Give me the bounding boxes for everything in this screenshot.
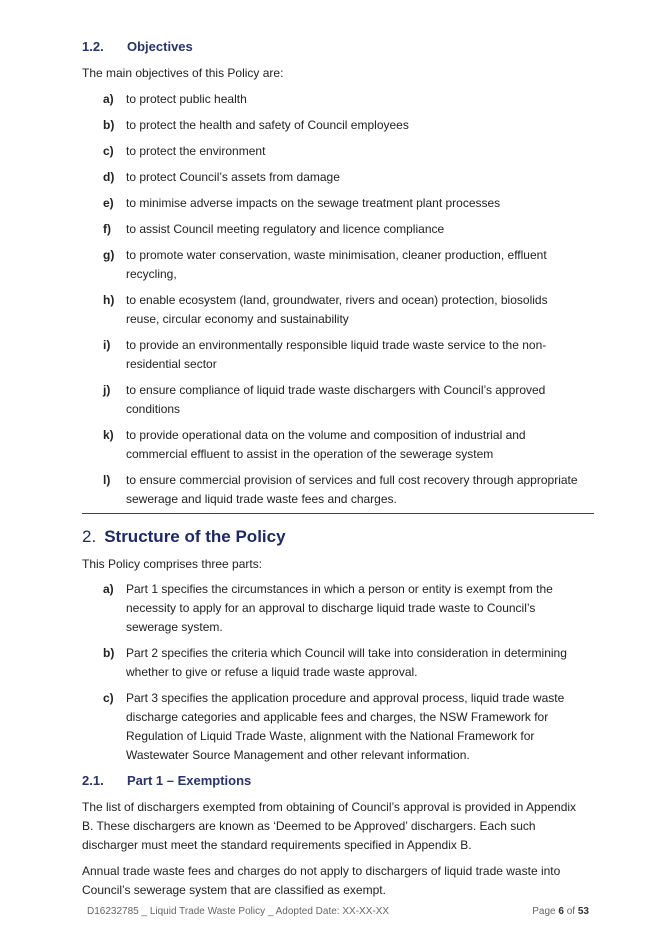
item-label: b) xyxy=(103,646,115,660)
page-prefix: Page xyxy=(532,906,556,917)
list-item xyxy=(103,142,583,161)
page-footer xyxy=(87,906,589,917)
heading-title: Part 1 – Exemptions xyxy=(127,773,252,788)
structure-list xyxy=(103,580,583,765)
item-label: c) xyxy=(103,144,114,158)
item-label: a) xyxy=(103,92,114,106)
item-text: to enable ecosystem (land, groundwater, rivers and ocean) protection, biosolids reuse, circular economy and sustainability xyxy=(126,293,548,326)
footer-doc-ref: D16232785 _ Liquid Trade Waste Policy _ Adopted Date: XX-XX-XX xyxy=(87,906,390,917)
objectives-intro: The main objectives of this Policy are: xyxy=(82,66,284,80)
list-item xyxy=(103,381,583,419)
list-item xyxy=(103,168,583,187)
item-label: e) xyxy=(103,196,114,210)
item-label: i) xyxy=(103,338,111,352)
exemptions-paragraph-1: The list of dischargers exempted from obtaining of Council’s approval is provided in Appendix B. These dischargers are known as ‘Deemed to be Approved’ dischargers. Each such discharger must meet the standard requirements specified in Appendix B. xyxy=(82,800,577,852)
item-text: to protect the health and safety of Council employees xyxy=(126,118,409,132)
item-text: Part 1 specifies the circumstances in which a person or entity is exempt from the necessity to apply for an approval to discharge liquid trade waste to Council’s sewerage system. xyxy=(126,582,553,634)
list-item xyxy=(103,194,583,213)
structure-intro: This Policy comprises three parts: xyxy=(82,557,263,571)
heading-number: 1.2. xyxy=(82,39,104,54)
list-item xyxy=(103,426,583,464)
item-label: l) xyxy=(103,473,111,487)
item-label: k) xyxy=(103,428,114,442)
list-item xyxy=(103,471,583,509)
heading-number: 2. xyxy=(82,527,97,546)
item-label: c) xyxy=(103,691,114,705)
heading-2-1 xyxy=(82,773,251,788)
objectives-list xyxy=(103,90,583,509)
list-item xyxy=(103,336,583,374)
item-text: to assist Council meeting regulatory and licence compliance xyxy=(126,222,445,236)
item-label: b) xyxy=(103,118,115,132)
item-text: to provide operational data on the volume and composition of industrial and commercial effluent to assist in the operation of the sewerage system xyxy=(126,428,526,461)
heading-1-2 xyxy=(82,39,193,54)
item-text: Part 3 specifies the application procedure and approval process, liquid trade waste discharge categories and applicable fees and charges, the NSW Framework for Regulation of Liquid Trade Waste, alignment with the National Framework for Wastewater Source Management and other relevant information. xyxy=(126,691,565,762)
section-divider xyxy=(82,513,594,514)
heading-title: Objectives xyxy=(127,39,193,54)
list-item xyxy=(103,90,583,109)
heading-number: 2.1. xyxy=(82,773,104,788)
list-item xyxy=(103,246,583,284)
list-item xyxy=(103,291,583,329)
item-text: to ensure compliance of liquid trade waste dischargers with Council’s approved conditions xyxy=(126,383,546,416)
page-total: 53 xyxy=(577,906,589,917)
item-text: to promote water conservation, waste minimisation, cleaner production, effluent recycling, xyxy=(126,248,547,281)
list-item xyxy=(103,116,583,135)
item-label: j) xyxy=(103,383,111,397)
heading-title: Structure of the Policy xyxy=(104,527,286,546)
exemptions-paragraph-2: Annual trade waste fees and charges do not apply to dischargers of liquid trade waste into Council’s sewerage system that are classified as exempt. xyxy=(82,864,561,897)
item-text: to protect the environment xyxy=(126,144,266,158)
item-label: h) xyxy=(103,293,115,307)
item-text: to ensure commercial provision of services and full cost recovery through appropriate sewerage and liquid trade waste fees and charges. xyxy=(126,473,578,506)
item-label: d) xyxy=(103,170,115,184)
item-text: to protect public health xyxy=(126,92,247,106)
item-text: to protect Council’s assets from damage xyxy=(126,170,340,184)
item-text: to provide an environmentally responsible liquid trade waste service to the non-residential sector xyxy=(126,338,547,371)
item-text: to minimise adverse impacts on the sewage treatment plant processes xyxy=(126,196,501,210)
list-item xyxy=(103,580,583,637)
page-number xyxy=(532,906,589,917)
item-label: a) xyxy=(103,582,114,596)
list-item xyxy=(103,689,583,765)
item-label: g) xyxy=(103,248,115,262)
heading-2 xyxy=(82,527,286,547)
list-item xyxy=(103,220,583,239)
list-item xyxy=(103,644,583,682)
page-of: of xyxy=(566,906,576,917)
item-text: Part 2 specifies the criteria which Council will take into consideration in determining whether to give or refuse a liquid trade waste approval. xyxy=(126,646,567,679)
item-label: f) xyxy=(103,222,111,236)
page-current: 6 xyxy=(558,906,564,917)
